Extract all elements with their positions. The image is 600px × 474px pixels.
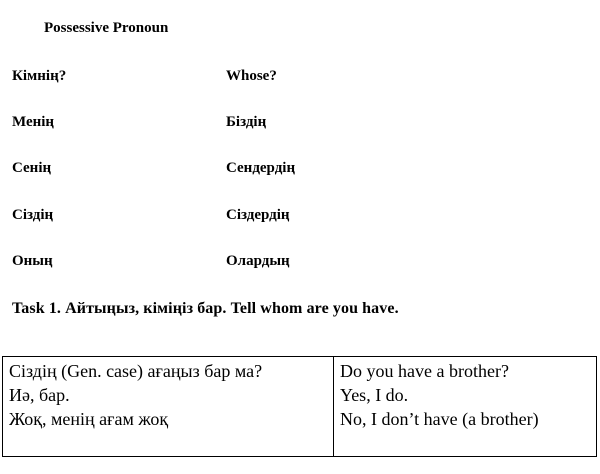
table-line: Иә, бар.: [9, 385, 70, 405]
task-heading: Task 1. Айтыңыз, кіміңіз бар. Tell whom are you have.: [12, 300, 399, 317]
table-cell-english: [334, 357, 597, 457]
table-line: Yes, I do.: [340, 385, 409, 405]
pronoun-left-4: Оның: [12, 253, 53, 269]
pronoun-right-3: Сіздердің: [226, 207, 290, 223]
pronoun-left-1: Менің: [12, 114, 55, 130]
table-line: Сіздің (Gen. case) ағаңыз бар ма?: [9, 361, 263, 381]
dialogue-table: [2, 356, 597, 457]
pronoun-right-2: Сендердің: [226, 160, 296, 176]
page-title: Possessive Pronoun: [44, 20, 169, 36]
table-cell-kazakh: [3, 357, 334, 457]
table-line: Do you have a brother?: [340, 361, 509, 381]
pronoun-right-1: Біздің: [226, 114, 267, 130]
table-line: Жоқ, менің ағам жоқ: [9, 409, 169, 429]
pronoun-left-2: Сенің: [12, 160, 52, 176]
pronoun-right-4: Олардың: [226, 253, 290, 269]
pronoun-question-en: Whose?: [226, 68, 277, 84]
pronoun-left-3: Сіздің: [12, 207, 54, 223]
table-line: No, I don’t have (a brother): [340, 409, 539, 429]
pronoun-question-kk: Кімнің?: [12, 68, 67, 84]
